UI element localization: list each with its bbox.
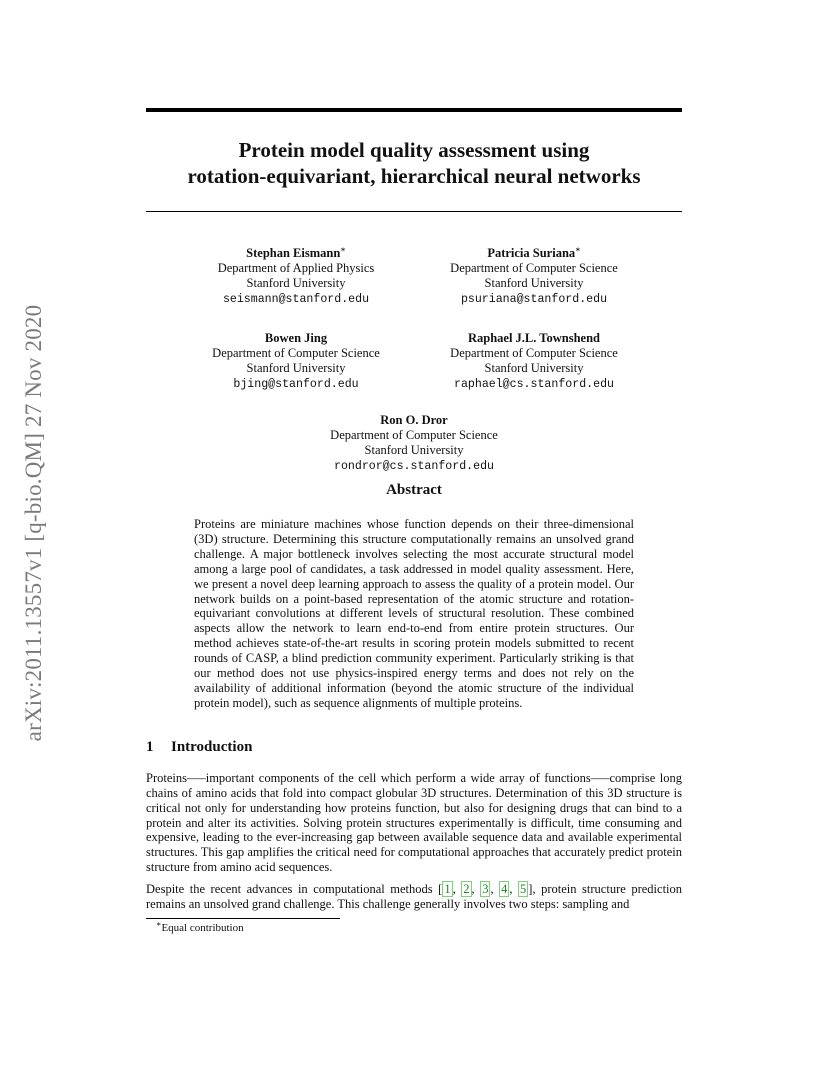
citation-link[interactable]: 3 — [482, 882, 489, 897]
arxiv-stamp — [22, 258, 46, 788]
author-univ: Stanford University — [246, 361, 346, 376]
footnote — [146, 919, 682, 935]
author-4 — [414, 331, 654, 392]
author-dept: Department of Applied Physics — [217, 261, 375, 276]
title-bottom-rule — [146, 211, 682, 212]
abstract-text: Proteins are miniature machines whose function depends on their three-dimensional (3D) structure. Determining this structure computationally remains an unsolved grand challenge. A major bottleneck involves selecting the most accurate structural model among a large pool of candidates, a task addressed in model quality assessment. Here, we present a novel deep learning approach to assess the quality of a protein model. Our network builds on a point-based representation of the atomic structure and rotation-equivariant convolutions at different levels of structural resolution. These combined aspects allow the network to learn end-to-end from entire protein structures. Our method achieves state-of-the-art results in scoring protein models submitted to recent rounds of CASP, a blind prediction community experiment. Particularly striking is that our method does not use physics-inspired energy terms and does not rely on the availability of additional information (beyond the atomic structure of the individual protein model), such as sequence alignments of multiple proteins. — [194, 517, 634, 710]
intro-paragraph-2: Despite the recent advances in computational methods [ 1 , 2 , 3 , 4 , 5 ], protein structure prediction remains an unsolved grand challenge. This challenge generally involves two steps: sampling and — [146, 882, 683, 912]
author-block — [146, 246, 682, 478]
intro-paragraph-1: Proteins—–important components of the cell which perform a wide array of functions—–comprise long chains of amino acids that fold into compact globular 3D structures. Determination of this 3D structure is critical not only for understanding how proteins function, but also for designing drugs that can bind to a protein and alter its activities. Solving protein structures experimentally is difficult, time consuming and expensive, leading to the ever-increasing gap between available sequence data and available experimental structures. This gap amplifies the critical need for computational approaches that accurately predict protein structure from amino acid sequences. — [146, 770, 682, 875]
author-email[interactable]: seismann@stanford.edu — [222, 292, 370, 306]
footnote-rule — [146, 918, 340, 919]
title-line-1: Protein model quality assessment using — [238, 138, 590, 162]
author-1 — [176, 246, 416, 307]
citation-link[interactable]: 4 — [501, 882, 508, 897]
author-2 — [414, 246, 654, 307]
author-name: Bowen Jing — [264, 331, 328, 345]
section-heading — [146, 739, 682, 756]
author-email[interactable]: raphael@cs.stanford.edu — [453, 377, 615, 391]
author-dept: Department of Computer Science — [212, 346, 380, 361]
footnote-mark: ∗ — [156, 919, 162, 929]
citation-link[interactable]: 2 — [463, 882, 470, 897]
author-dept: Department of Computer Science — [450, 261, 618, 276]
author-univ: Stanford University — [364, 443, 464, 458]
footnote-text: Equal contribution — [161, 921, 244, 934]
author-name: Stephan Eismann∗ — [246, 244, 346, 260]
arxiv-stamp-text: arXiv:2011.13557v1 [q-bio.QM] 27 Nov 2020 — [21, 304, 46, 742]
author-3 — [176, 331, 416, 392]
author-dept: Department of Computer Science — [450, 346, 618, 361]
author-name: Patricia Suriana∗ — [487, 244, 581, 260]
section-title: Introduction — [171, 738, 253, 755]
abstract-heading: Abstract — [386, 482, 442, 498]
author-dept: Department of Computer Science — [330, 428, 498, 443]
citation-link[interactable]: 5 — [520, 882, 527, 897]
equal-contribution-mark: ∗ — [575, 244, 581, 254]
author-email[interactable]: psuriana@stanford.edu — [460, 292, 608, 306]
author-univ: Stanford University — [246, 276, 346, 291]
title-top-rule — [146, 108, 682, 112]
equal-contribution-mark: ∗ — [340, 244, 346, 254]
author-univ: Stanford University — [484, 361, 584, 376]
author-name: Raphael J.L. Townshend — [467, 331, 600, 345]
title-line-2: rotation-equivariant, hierarchical neural networks — [187, 164, 641, 188]
author-univ: Stanford University — [484, 276, 584, 291]
section-number: 1 — [146, 738, 154, 755]
author-5 — [294, 413, 534, 474]
author-email[interactable]: bjing@stanford.edu — [233, 377, 359, 391]
paper-page — [146, 108, 682, 935]
author-name: Ron O. Dror — [380, 413, 448, 427]
citation-link[interactable]: 1 — [444, 882, 451, 897]
author-email[interactable]: rondror@cs.stanford.edu — [333, 459, 495, 473]
paper-title — [146, 137, 682, 189]
